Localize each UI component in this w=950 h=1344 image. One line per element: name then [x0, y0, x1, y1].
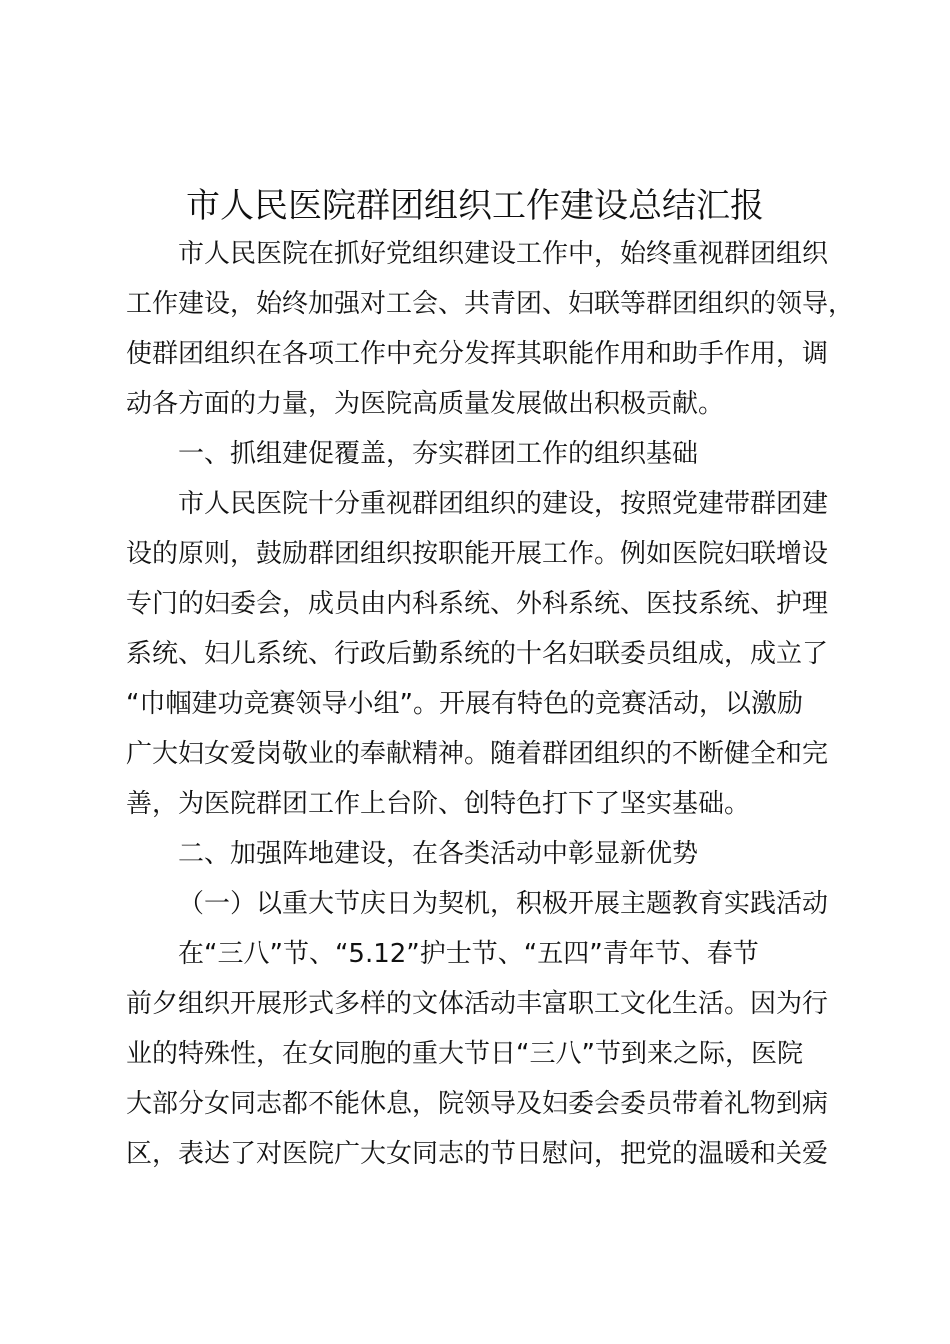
body-line: 工作建设，始终加强对工会、共青团、妇联等群团组织的领导， [126, 289, 855, 319]
body-line: 设的原则，鼓励群团组织按职能开展工作。例如医院妇联增设 [126, 539, 829, 569]
body-line: 市人民医院在抓好党组织建设工作中，始终重视群团组织 [178, 239, 829, 269]
section-heading: 一、抓组建促覆盖，夯实群团工作的组织基础 [178, 439, 699, 469]
body-line: 市人民医院十分重视群团组织的建设，按照党建带群团建 [178, 489, 829, 519]
body-line: 前夕组织开展形式多样的文体活动丰富职工文化生活。因为行 [126, 989, 829, 1019]
body-line: 专门的妇委会，成员由内科系统、外科系统、医技系统、护理 [126, 589, 829, 619]
body-line: “巾帼建功竞赛领导小组”。开展有特色的竞赛活动，以激励 [126, 689, 803, 719]
body-line: 业的特殊性，在女同胞的重大节日“三八”节到来之际，医院 [126, 1039, 803, 1069]
document-title: 市人民医院群团组织工作建设总结汇报 [186, 186, 764, 226]
body-line: 大部分女同志都不能休息，院领导及妇委会委员带着礼物到病 [126, 1089, 829, 1119]
body-line: 区，表达了对医院广大女同志的节日慰问，把党的温暖和关爱 [126, 1139, 829, 1169]
section-heading: 二、加强阵地建设，在各类活动中彰显新优势 [178, 839, 699, 869]
body-line: 系统、妇儿系统、行政后勤系统的十名妇联委员组成，成立了 [126, 639, 829, 669]
body-line: 善，为医院群团工作上台阶、创特色打下了坚实基础。 [126, 789, 751, 819]
body-line: 广大妇女爱岗敬业的奉献精神。随着群团组织的不断健全和完 [126, 739, 829, 769]
body-line: 动各方面的力量，为医院高质量发展做出积极贡献。 [126, 389, 725, 419]
body-line: 使群团组织在各项工作中充分发挥其职能作用和助手作用，调 [126, 339, 829, 369]
body-line: 在“三八”节、“5.12”护士节、“五四”青年节、春节 [178, 939, 759, 969]
subsection-heading: （一）以重大节庆日为契机，积极开展主题教育实践活动 [178, 889, 829, 919]
